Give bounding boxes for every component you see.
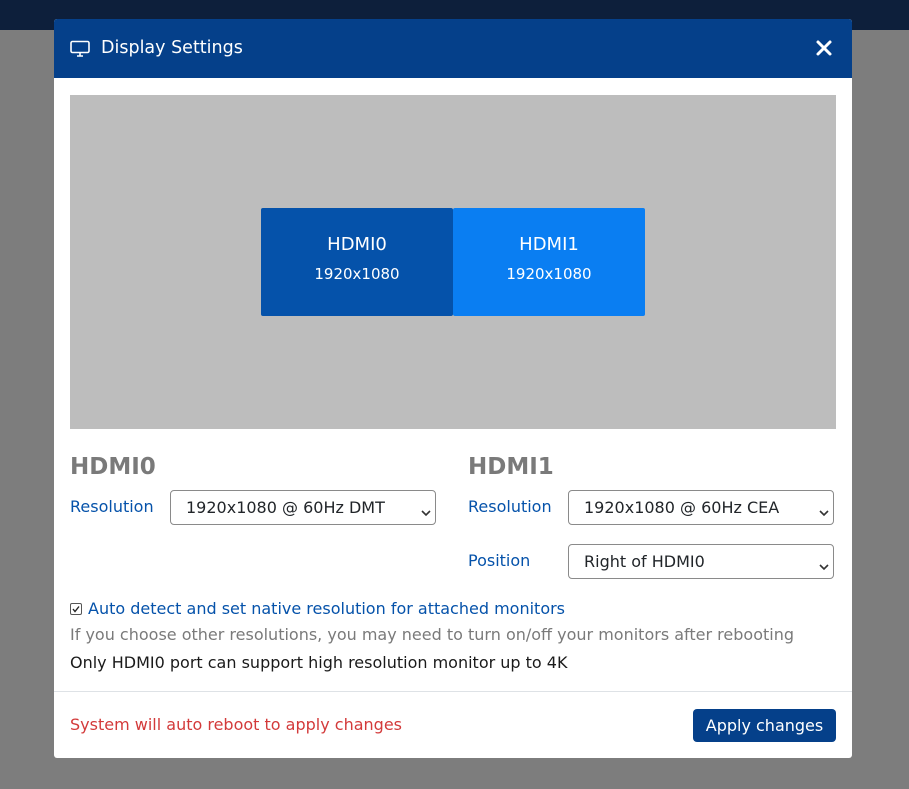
- dialog-title: Display Settings: [101, 38, 243, 58]
- hdmi1-position-select[interactable]: [568, 544, 834, 579]
- hdmi1-position-value: Right of HDMI0: [584, 552, 705, 571]
- chevron-down-icon: [819, 557, 829, 567]
- monitor-resolution: 1920x1080: [506, 265, 592, 283]
- hdmi0-resolution-label: Resolution: [70, 497, 154, 516]
- monitor-name: HDMI1: [519, 234, 579, 255]
- display-settings-dialog: [54, 19, 852, 758]
- hdmi1-resolution-value: 1920x1080 @ 60Hz CEA: [584, 498, 780, 517]
- hdmi0-resolution-select[interactable]: [170, 490, 436, 525]
- reboot-warning-text: System will auto reboot to apply changes: [70, 715, 402, 734]
- checkmark-icon: [71, 604, 81, 614]
- hdmi0-heading: HDMI0: [70, 454, 156, 480]
- apply-changes-button[interactable]: Apply changes: [693, 709, 836, 742]
- hdmi1-resolution-select[interactable]: [568, 490, 834, 525]
- dialog-header: [54, 19, 852, 78]
- close-icon: [815, 39, 833, 57]
- monitor-resolution: 1920x1080: [314, 265, 400, 283]
- auto-detect-checkbox[interactable]: [70, 603, 82, 615]
- monitor-hdmi1[interactable]: [453, 208, 645, 316]
- hdmi1-position-label: Position: [468, 551, 531, 570]
- monitor-layout-canvas: [70, 95, 836, 429]
- monitor-name: HDMI0: [327, 234, 387, 255]
- resolution-hint-text: If you choose other resolutions, you may need to turn on/off your monitors after rebooting: [70, 625, 794, 644]
- chevron-down-icon: [819, 503, 829, 513]
- hdmi1-heading: HDMI1: [468, 454, 554, 480]
- footer-divider: [54, 691, 852, 692]
- auto-detect-label[interactable]: Auto detect and set native resolution for attached monitors: [88, 599, 566, 618]
- hdmi1-resolution-label: Resolution: [468, 497, 552, 516]
- monitor-icon: [70, 40, 90, 58]
- monitor-hdmi0[interactable]: [261, 208, 453, 316]
- hdmi0-4k-note: Only HDMI0 port can support high resolution monitor up to 4K: [70, 653, 568, 672]
- chevron-down-icon: [421, 503, 431, 513]
- hdmi0-resolution-value: 1920x1080 @ 60Hz DMT: [186, 498, 385, 517]
- close-button[interactable]: [810, 34, 838, 62]
